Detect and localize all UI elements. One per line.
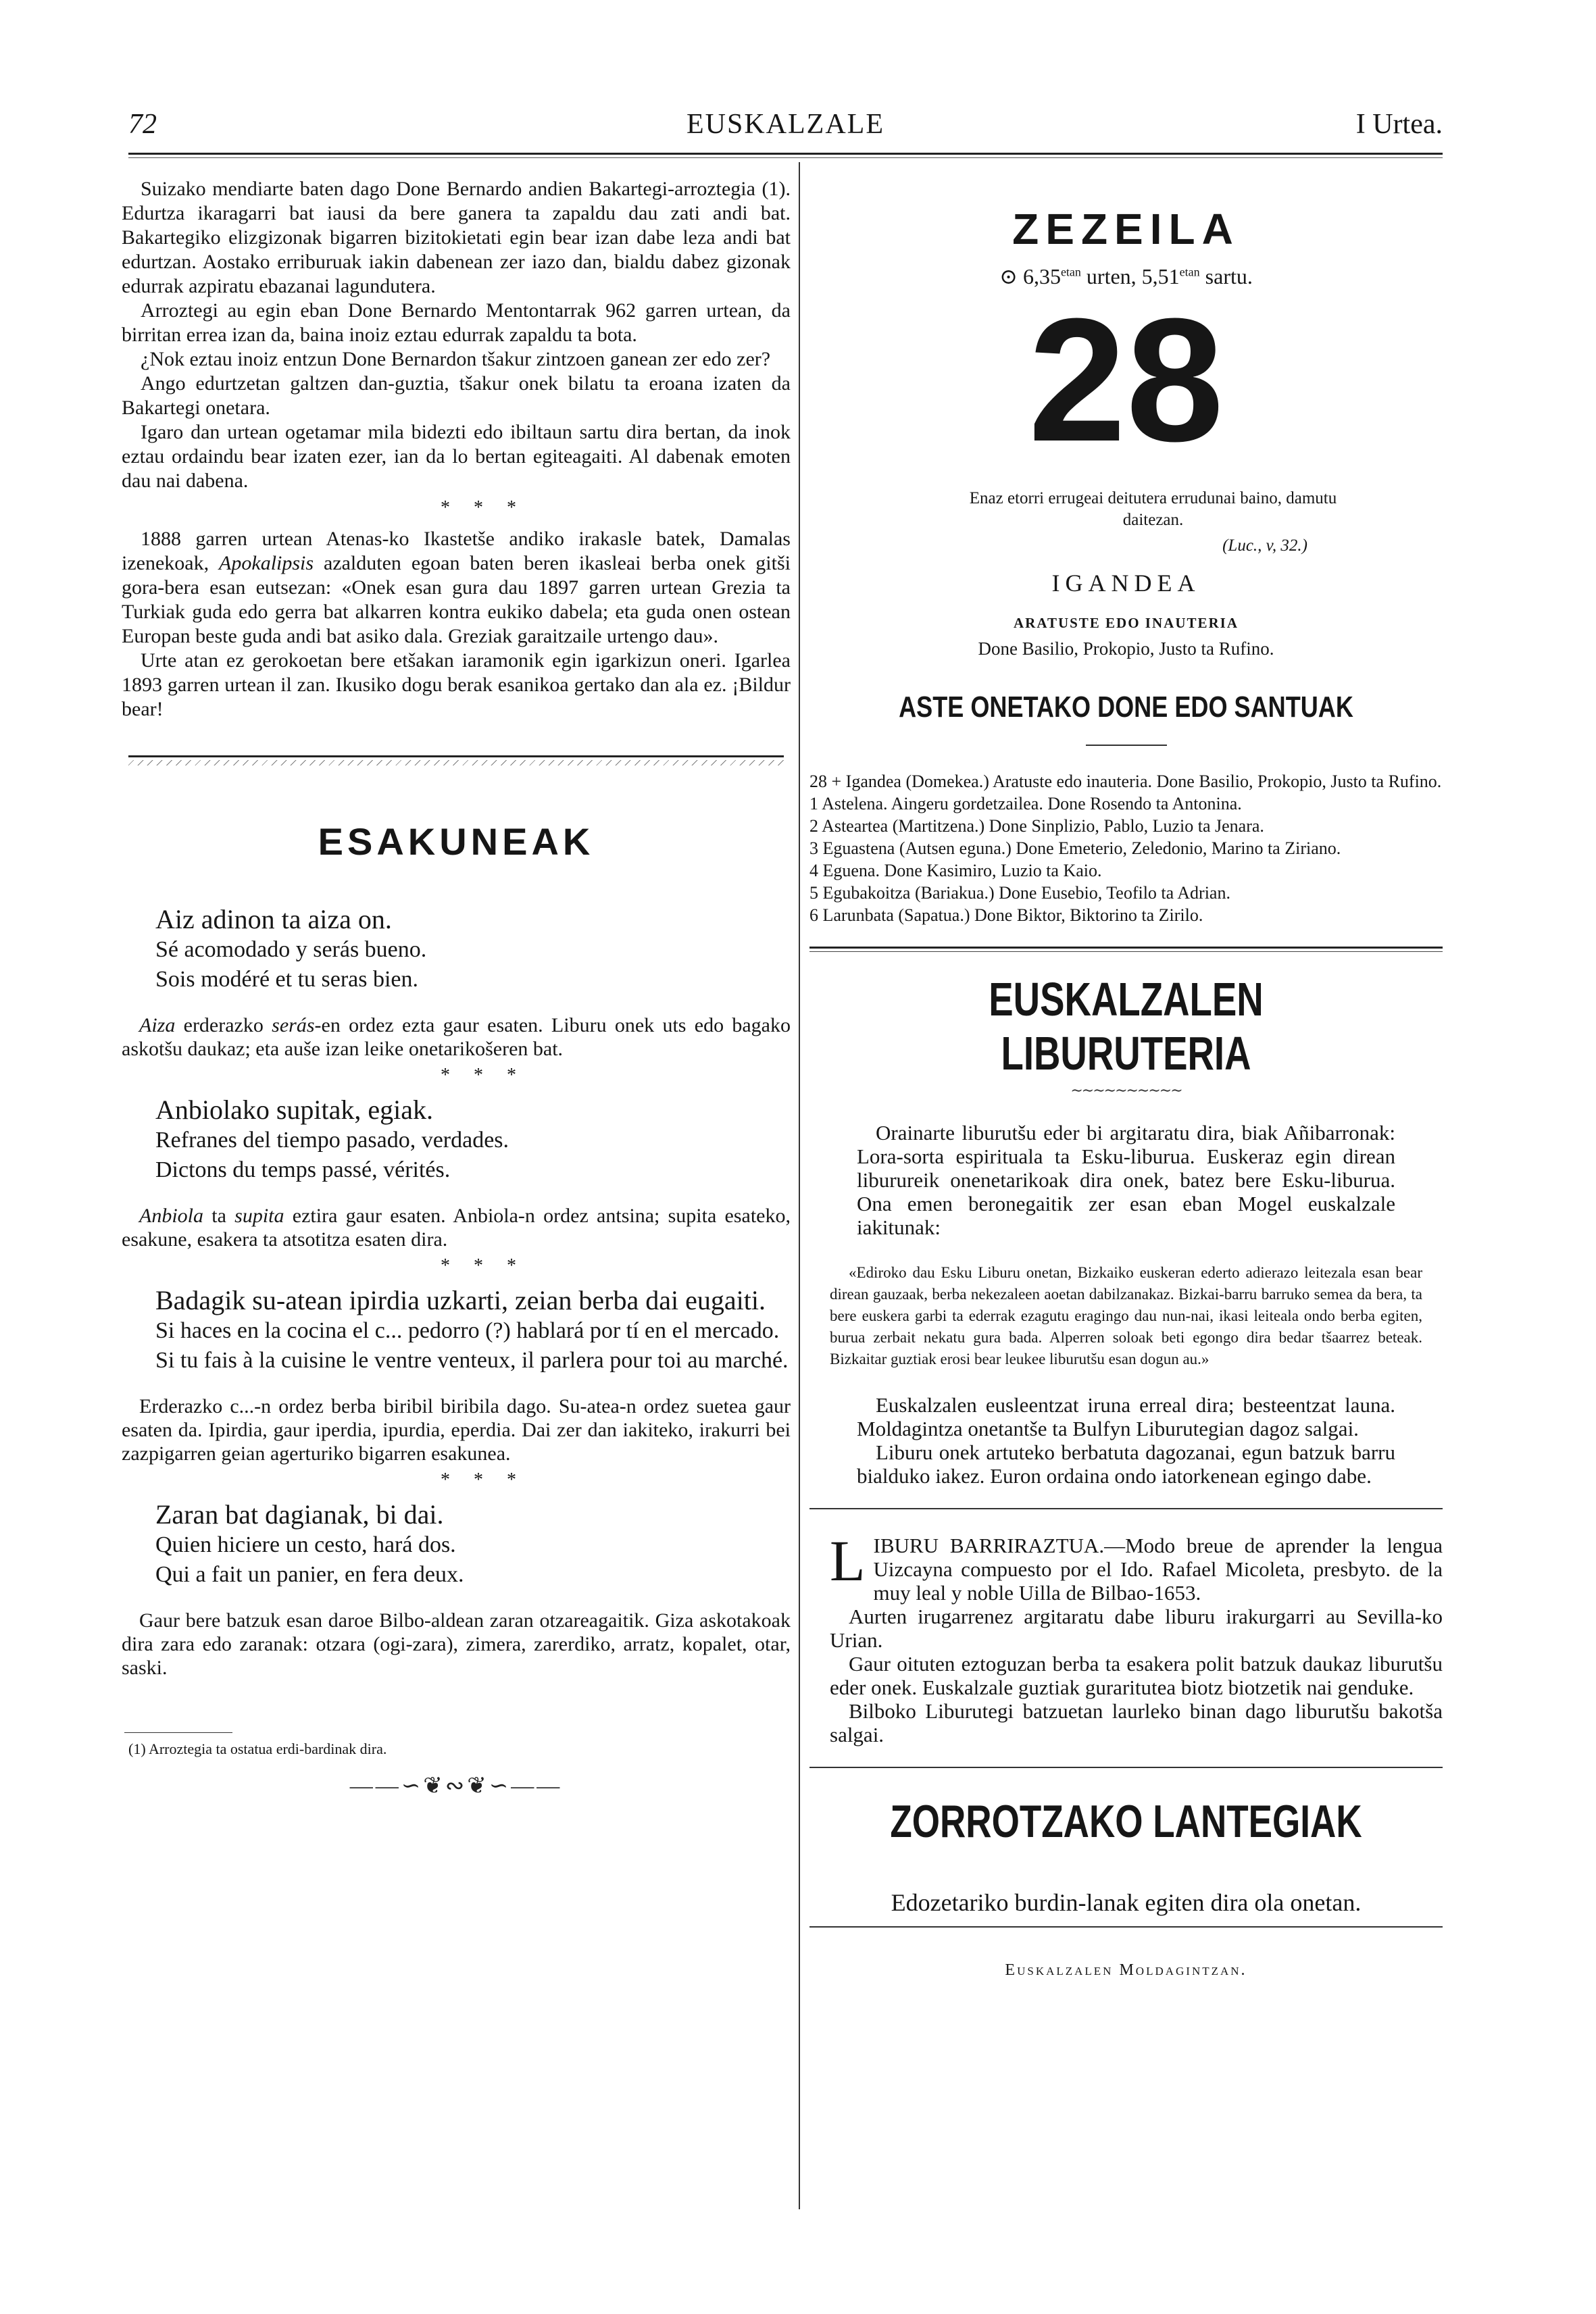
- bookshop-heading: EUSKALZALEN LIBURUTERIA: [989, 973, 1264, 1080]
- week-day-list: [809, 770, 1443, 926]
- drop-cap: L: [830, 1528, 866, 1593]
- wavy-ornament-rule: [128, 760, 784, 765]
- text-run: serás: [272, 1014, 315, 1036]
- translation-line: Sois modéré et tu seras bien.: [155, 967, 419, 992]
- text-run: Aiza: [139, 1014, 176, 1036]
- header-rule-thin: [128, 157, 1443, 158]
- notice-text: —Modo breue de aprender la lengua Uizcayna compuesto por el Ido. Rafael Micoleta, presbyto. de la muy leal y noble Uilla de Bilbao-1653.: [873, 1534, 1443, 1605]
- article-paragraph: [122, 527, 791, 649]
- article-paragraph: Arroztegi au egin eban Done Bernardo Mentontarrak 962 garren urtean, da birritan errea izan da, baina inoiz eztau edurrak zapaldu ta bota.: [122, 299, 791, 346]
- notice-paragraph: Bilboko Liburutegi batzuetan laurleko binan dago liburutšu bakotša salgai.: [830, 1699, 1443, 1746]
- article-paragraph: Suizako mendiarte baten dago Done Bernardo andien Bakartegi-arroztegia (1). Edurtza ikaragarri bat iausi da bere ganera ta zapaldu dau zati andi bat. Bakartegiko elizgizonak bigarren bizitokietati egin bear izan dabe leza andi bat edurtzan. Aostako erriburuak iakin dabenean zer iazo dan, bialdu dabez gizonak edurrak azpiratu ebazanai lagundutera.: [122, 178, 791, 297]
- week-saints-heading: ASTE ONETAKO DONE EDO SANTUAK: [899, 690, 1353, 724]
- page-number: 72: [128, 109, 157, 140]
- list-item: 3 Eguastena (Autsen eguna.) Done Emeterio, Zeledonio, Marino ta Ziriano.: [809, 838, 1341, 858]
- foundry-heading: ZORROTZAKO LANTEGIAK: [890, 1796, 1362, 1847]
- new-book-notice: [830, 1528, 1443, 1746]
- footnote: (1) Arroztegia ta ostatua erdi-bardinak dira.: [128, 1740, 387, 1757]
- list-item: 5 Egubakoitza (Bariakua.) Done Eusebio, Teofilo ta Adrian.: [809, 883, 1230, 903]
- day-saints: Done Basilio, Prokopio, Justo ta Rufino.: [978, 638, 1274, 659]
- list-item: 28 + Igandea (Domekea.) Aratuste edo inauteria. Done Basilio, Prokopio, Justo ta Rufino.: [809, 772, 1442, 791]
- text-run: sartu.: [1199, 264, 1253, 288]
- text-run: Anbiola: [139, 1205, 203, 1227]
- tailpiece-ornament-icon: ——∽❦∾❦∽——: [349, 1774, 563, 1799]
- section-heading: ESAKUNEAK: [318, 820, 595, 863]
- translation-line: Si haces en la cocina el c... pedorro (?) hablará por tí en el mercado.: [155, 1318, 780, 1343]
- section-rule: [809, 1508, 1443, 1509]
- article-paragraph: ¿Nok eztau inoiz entzun Done Bernardon tšakur zintzoen ganean zer edo zer?: [141, 348, 771, 370]
- notice-paragraph: Gaur oituten eztoguzan berba ta esakera polit batzuk daukaz liburutšu eder onek. Euskalzale guztiak gurarituteа biotz biotzetik nai genduke.: [830, 1652, 1443, 1699]
- list-item: 2 Asteartea (Martitzena.) Done Sinplizio, Pablo, Luzio ta Jenara.: [809, 816, 1264, 836]
- article-paragraph: Ango edurtzetan galtzen dan-guztia, tšakur onek bilatu ta eroana izaten da Bakartegi onetara.: [122, 372, 791, 419]
- proverb-line: Aiz adinon ta aiza on.: [155, 904, 392, 934]
- text-run: 1888 garren urtean Atenas-ko Ikastetše andiko irakasle batek, Damalas izenekoak,: [122, 528, 791, 574]
- left-column: [122, 177, 791, 1799]
- liturgical-season: ARATUSTE EDO INAUTERIA: [1014, 615, 1239, 631]
- text-run: etan: [1060, 265, 1081, 279]
- bookshop-intro: Orainarte liburutšu eder bi argitaratu dira, biak Añibarronak: Lora-sorta espirituala ta Esku-liburua. Euskeraz egin direan liburureik onenetarikoak dira onek, batez bere Esku-liburua. Ona emen beronegaitik zer esan eban Mogel euskalzale iakitunak:: [857, 1121, 1395, 1239]
- text-run: erderazko: [175, 1014, 272, 1036]
- translation-line: Si tu fais à la cuisine le ventre venteux, il parlera pour toi au marché.: [155, 1348, 789, 1373]
- short-rule: [1086, 745, 1167, 746]
- bookshop-paragraph: Euskalzalen eusleentzat iruna erreal dira; besteentzat launa. Moldagintza onetantše ta Bulfyn Liburutegian dagoz salgai.: [857, 1393, 1395, 1440]
- bookshop-paragraph: Liburu onek artuteko berbatuta dagozanai, egun batzuk barru bialduko iakez. Euron ordaina ondo iatorkenean egingo dabe.: [857, 1440, 1395, 1488]
- saying-note: [122, 1204, 791, 1251]
- issue-label: I Urtea.: [1355, 109, 1443, 140]
- notice-paragraph: [830, 1528, 1443, 1605]
- italic-title: Apokalipsis: [219, 552, 314, 574]
- calendar-day-number: 28: [1028, 282, 1224, 478]
- section-stars: * * *: [441, 497, 526, 518]
- section-rule-thin: [809, 951, 1443, 952]
- translation-line: Dictons du temps passé, vérités.: [155, 1157, 451, 1182]
- translation-line: Quien hiciere un cesto, hará dos.: [155, 1532, 456, 1557]
- section-stars: * * *: [441, 1469, 526, 1490]
- text-run: eztira gaur esaten. Anbiola-n ordez antsina; supita esateko, esakune, esakera ta atsotitza esaten dira.: [122, 1205, 791, 1251]
- foundry-description: Edozetariko burdin-lanak egiten dira ola onetan.: [891, 1889, 1362, 1916]
- saying-1: [122, 904, 791, 1086]
- calendar-month: ZEZEILA: [1012, 205, 1240, 253]
- column-divider: [799, 162, 800, 2209]
- translation-line: Qui a fait un panier, en fera deux.: [155, 1562, 464, 1587]
- section-rule: [809, 1767, 1443, 1768]
- section-stars: * * *: [441, 1255, 526, 1276]
- gospel-reference: (Luc., v, 32.): [1222, 536, 1307, 555]
- article-paragraph: Igaro dan urtean ogetamar mila bidezti edo ibiltaun sartu dira bertan, da inok eztau ordaindu bear izaten ezer, ian da lo bertan egiteagaiti. Al dabenak emoten dau nai dabena.: [122, 421, 791, 492]
- section-rule: [809, 1926, 1443, 1928]
- text-run: ta: [203, 1205, 235, 1227]
- text-run: urten, 5,51: [1080, 264, 1180, 288]
- list-item: 6 Larunbata (Sapatua.) Done Biktor, Biktorino ta Zirilo.: [809, 905, 1203, 925]
- text-run: ⊙ 6,35: [999, 264, 1061, 288]
- footnote-rule: [124, 1732, 232, 1733]
- list-item: 4 Eguena. Done Kasimiro, Luzio ta Kaio.: [809, 861, 1102, 880]
- article-paragraph: Urte atan ez gerokoetan bere etšakan iaramonik egin igarkizun oneri. Igarlea 1893 garren urtean il zan. Ikusiko dogu berak esanikoa gertako dan ala ez. ¡Bildur bear!: [122, 649, 791, 720]
- right-column: [809, 177, 1443, 1980]
- section-separator: [128, 755, 784, 757]
- section-rule: [809, 947, 1443, 949]
- weekday-name: IGANDEA: [1051, 570, 1201, 597]
- section-stars: * * *: [441, 1065, 526, 1086]
- header-rule: [128, 153, 1443, 155]
- text-run: -en ordez ezta gaur esaten. Liburu onek uts edo bagako askotšu daukaz; eta auše izan leike onetarikošeren bat.: [122, 1014, 791, 1060]
- saying-note: Gaur bere batzuk esan daroe Bilbo-aldean zaran otzareagaitik. Giza askotakoak dira zara edo zaranak: otzara (ogi-zara), zimera, zarerdiko, arratz, kopalet, otar, saski.: [122, 1609, 791, 1679]
- publication-title: EUSKALZALE: [687, 109, 884, 140]
- bookshop-quote: «Ediroko dau Esku Liburu onetan, Bizkaiko euskeran ederto adierazo leitezala esan bear direan gauzaak, berba nekezaleen aoetan dabilzanakaz. Bizkai-barru barruko semea da bera, ta bere euskera garbi ta ederrak ezagutu eragingo dau nun-nai, ikasi leiteala ondo berba egiten, burua zerbait nekatu gura bada. Alperren soloak beti egongo dira bedar tšaarrez beteak. Bizkaitar guztiak erosi bear leukee liburutšu esan dogun au.»: [830, 1264, 1422, 1367]
- notice-head: IBURU BARRIRAZTUA.: [873, 1534, 1105, 1557]
- notice-paragraph: Aurten irugarrenez argitaratu dabe liburu irakurgarri au Sevilla-ko Urian.: [830, 1605, 1443, 1652]
- saying-3: [122, 1285, 791, 1491]
- text-run: supita: [234, 1205, 284, 1227]
- saying-note: [122, 1013, 791, 1061]
- gospel-quote: Enaz etorri errugeai deitutera errudunai baino, damutu daitezan.: [969, 489, 1337, 529]
- proverb-line: Badagik su-atean ipirdia uzkarti, zeian berba dai eugaiti.: [155, 1285, 766, 1315]
- text-run: etan: [1179, 265, 1200, 279]
- saying-note: Erderazko c...-n ordez berba biribil biribila dago. Su-atea-n ordez suetea gaur esaten da. Ipirdia, gaur iperdia, ipurdia, eperdia. Dai zer dan iakiteko, irakurri bei zazpigarren geian agerturiko bigarren esakunea.: [122, 1395, 791, 1465]
- saying-2: [122, 1095, 791, 1277]
- list-item: 1 Astelena. Aingeru gordetzailea. Done Rosendo ta Antonina.: [809, 794, 1242, 813]
- running-head: [128, 101, 1443, 149]
- printer-imprint: Euskalzalen Moldagintzan.: [1005, 1961, 1247, 1979]
- squiggle-ornament-icon: ∼∼∼∼∼∼∼∼∼∼: [1070, 1082, 1182, 1099]
- saying-4: [122, 1499, 791, 1680]
- translation-line: Sé acomodado y serás bueno.: [155, 937, 427, 962]
- translation-line: Refranes del tiempo pasado, verdades.: [155, 1128, 509, 1153]
- proverb-line: Anbiolako supitak, egiak.: [155, 1095, 434, 1125]
- proverb-line: Zaran bat dagianak, bi dai.: [155, 1499, 444, 1530]
- text-run: azalduten egoan baten beren ikasleai berba onek gitši gora-bera esan eutsezan: «Onek esan gura dau 1897 garren urtean Grezia ta Turkiak guda edo gerra bat alkarren kontra eukiko dabela; eta guda onen ostean Europan beste guda andi bat asiko dala. Greziak garaitzaile urtengo dau».: [122, 552, 791, 647]
